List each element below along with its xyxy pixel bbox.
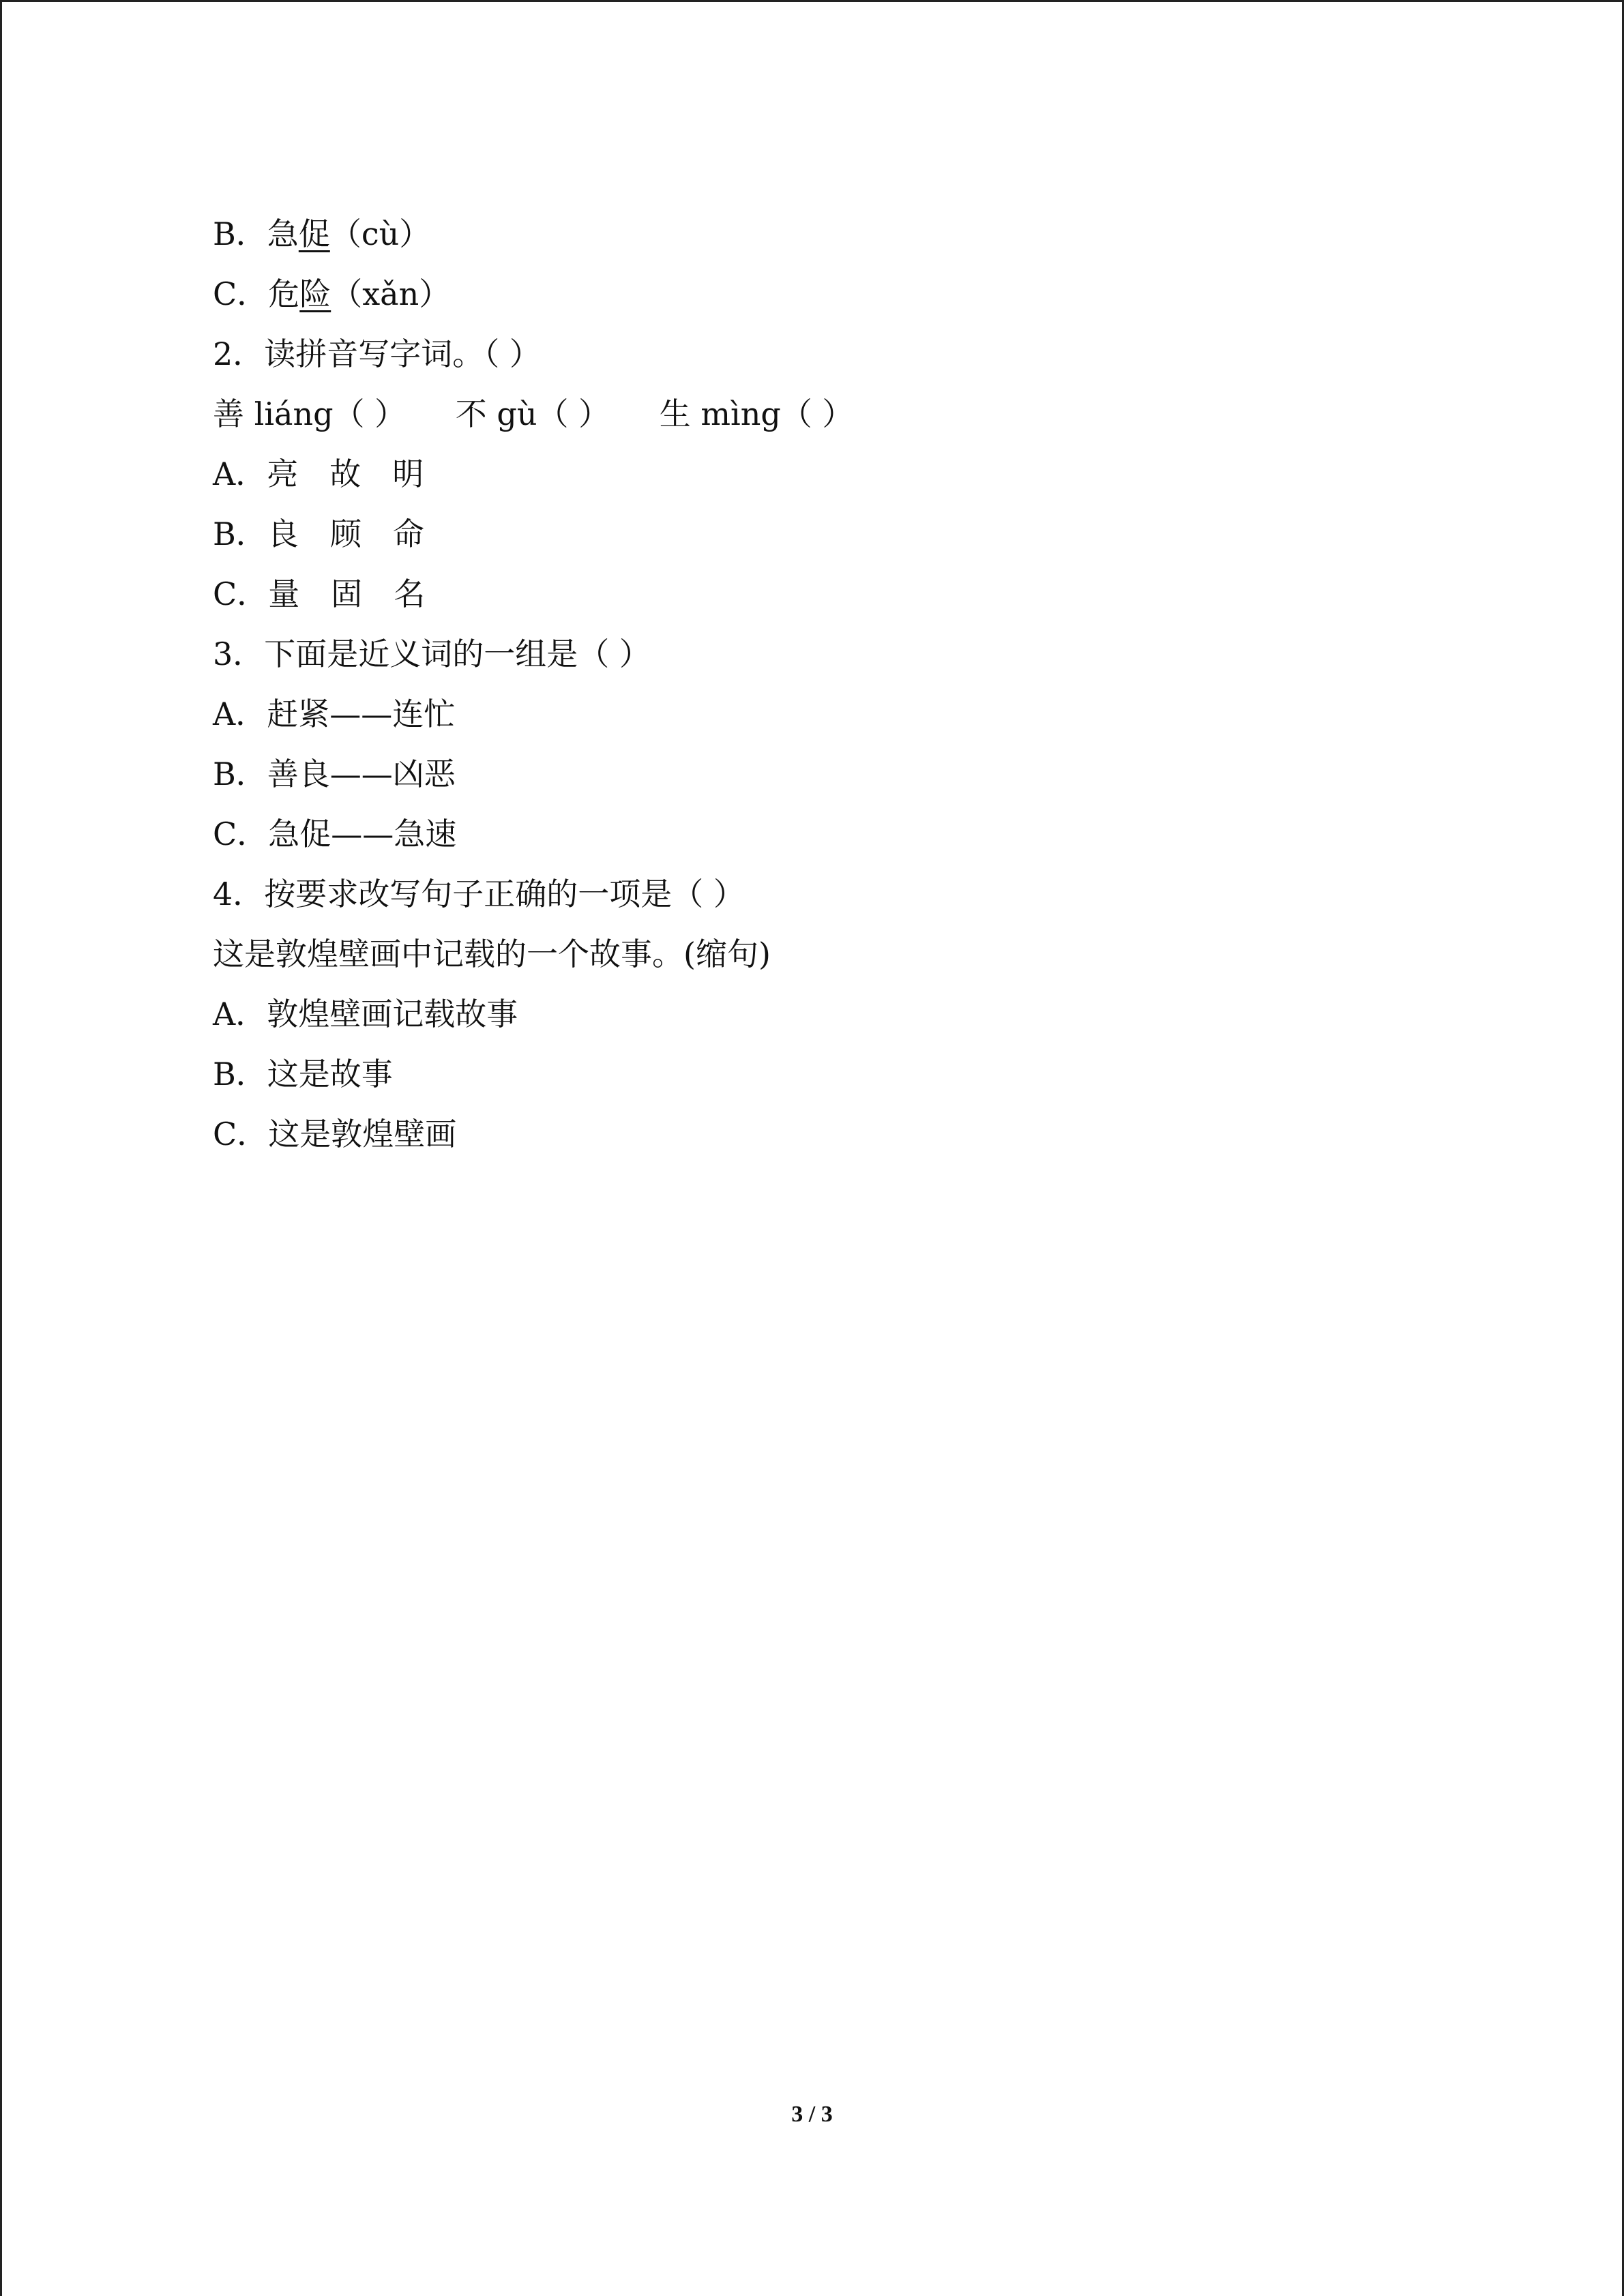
q2-pinyin-item: 生 mìng（ ）	[659, 396, 854, 432]
q1-option-c-prefix: C．危	[213, 275, 300, 312]
q1-option-c	[213, 271, 1441, 331]
q2-option-word: 量	[268, 576, 300, 612]
q4-stem: 4．按要求改写句子正确的一项是（ ）	[213, 876, 745, 912]
page-border-left	[0, 0, 2, 2296]
q2-stem: 2．读拼音写字词。（ ）	[213, 336, 541, 372]
q2-option-word: 固	[331, 576, 363, 612]
q2-option-word: 亮	[267, 456, 299, 492]
q2-pinyin-row	[213, 391, 1441, 451]
q1-option-b-prefix: B．急	[213, 215, 299, 252]
q3-option-a: A．赶紧——连忙	[213, 696, 456, 732]
page-border-top	[0, 0, 1624, 2]
q3-option-c: C．急促——急速	[213, 816, 457, 852]
q1-option-b-pinyin: （cù）	[329, 215, 431, 252]
worksheet-content	[213, 211, 1441, 1172]
q2-option-word: 命	[392, 516, 424, 552]
q4-option-c: C．这是敦煌壁画	[213, 1116, 457, 1152]
q2-option-label: A．	[213, 456, 267, 492]
q2-option-label: B．	[213, 516, 267, 552]
q2-option-word: 名	[394, 576, 426, 612]
q3-option-b: B．善良——凶恶	[213, 756, 456, 792]
q2-pinyin-item: 不 gù（ ）	[455, 396, 610, 432]
q1-option-b	[213, 211, 1441, 271]
q4-sentence: 这是敦煌壁画中记载的一个故事。(缩句)	[213, 936, 771, 972]
q1-option-c-pinyin: （xǎn）	[331, 275, 451, 312]
q2-option-word: 明	[392, 456, 424, 492]
q2-option-c	[213, 571, 1441, 631]
q2-option-a	[213, 451, 1441, 511]
q2-option-b	[213, 511, 1441, 571]
q1-option-c-underlined-char: 险	[299, 275, 331, 312]
q2-option-word: 顾	[329, 516, 361, 552]
q2-option-word: 故	[329, 456, 361, 492]
q2-pinyin-item: 善 liáng（ ）	[213, 396, 407, 432]
q3-stem: 3．下面是近义词的一组是（ ）	[213, 636, 651, 672]
q4-option-b: B．这是故事	[213, 1056, 393, 1092]
page-number: 3 / 3	[791, 2102, 833, 2127]
q2-option-word: 良	[267, 516, 299, 552]
q1-option-b-underlined-char: 促	[298, 215, 330, 252]
q2-option-label: C．	[213, 576, 269, 612]
q4-option-a: A．敦煌壁画记载故事	[213, 996, 518, 1032]
